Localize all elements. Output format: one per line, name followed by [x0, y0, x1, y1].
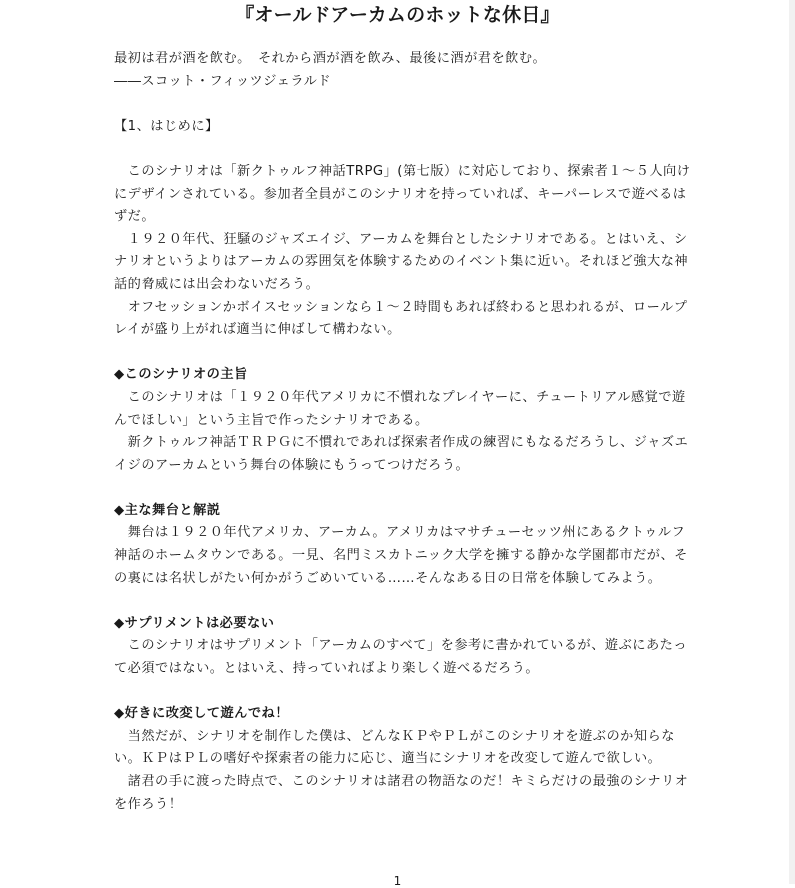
epigraph-quote: 最初は君が酒を飲む。 それから酒が酒を飲み、最後に酒が君を飲む。	[114, 51, 547, 66]
intro-paragraph-1: このシナリオは「新クトゥルフ神話TRPG」(第七版）に対応しており、探索者１～５人向けにデザインされている。参加者全員がこのシナリオを持っていれば、キーパーレスで遊べるはずだ。	[114, 163, 691, 225]
intro-paragraph-2: １９２０年代、狂騒のジャズエイジ、アーカムを舞台としたシナリオである。とはいえ、シナリオというよりはアーカムの雰囲気を体験するためのイベント集に近い。それほど強大な神話的脅威には出会わないだろう。	[114, 231, 689, 292]
section-purpose-paragraph-2: 新クトゥルフ神話ＴＲＰＧに不慣れであれば探索者作成の練習にもなるだろうし、ジャズエイジのアーカムという舞台の体験にもうってつけだろう。	[114, 435, 689, 473]
spacer	[114, 681, 694, 704]
section-heading-supplement: ◆サプリメントは必要ない	[114, 615, 275, 631]
spacer	[114, 590, 694, 613]
page-number: 1	[393, 874, 402, 888]
document-title: 『オールドアーカムのホットな休日』	[235, 4, 560, 26]
section-supplement-paragraph-1: このシナリオはサプリメント「アーカムのすべて」を参考に書かれているが、遊ぶにあたって必須ではない。とはいえ、持っていればより楽しく遊べるだろう。	[114, 638, 688, 677]
section-heading-modify: ◆好きに改変して遊んでね！	[114, 706, 289, 722]
spacer	[114, 93, 694, 116]
intro-paragraph-3: オフセッションかボイスセッションなら１～２時間もあれば終わると思われるが、ロールプレイが盛り上がれば適当に伸ばして構わない。	[114, 299, 688, 338]
page-edge	[789, 0, 795, 884]
section-setting-paragraph-1: 舞台は１９２０年代アメリカ、アーカム。アメリカはマサチューセッツ州にあるクトゥルフ神話のホームタウンである。一見、名門ミスカトニック大学を擁する静かな学園都市だが、その裏には名状しがたい何かがうごめいている……そんなある日の日常を体験してみよう。	[114, 525, 688, 586]
section-purpose-paragraph-1: このシナリオは「１９２０年代アメリカに不慣れなプレイヤーに、チュートリアル感覚で遊んでほしい」という主旨で作ったシナリオである。	[114, 389, 686, 428]
section-modify-paragraph-1: 当然だが、シナリオを制作した僕は、どんなＫＰやＰＬがこのシナリオを遊ぶのか知らない。ＫＰはＰＬの嗜好や探索者の能力に応じ、適当にシナリオを改変して遊んで欲しい。	[114, 728, 675, 767]
section-heading-setting: ◆主な舞台と解説	[114, 502, 221, 518]
spacer	[114, 477, 694, 500]
spacer	[114, 342, 694, 365]
intro-heading: 【1、はじめに】	[114, 118, 219, 134]
section-modify-paragraph-2: 諸君の手に渡った時点で、このシナリオは諸君の物語なのだ！キミらだけの最強のシナリオを作ろう！	[114, 774, 689, 812]
epigraph-author: ――スコット・フィッツジェラルド	[114, 73, 332, 89]
section-heading-purpose: ◆このシナリオの主旨	[114, 367, 248, 383]
spacer	[114, 138, 694, 161]
document-body	[114, 48, 694, 816]
